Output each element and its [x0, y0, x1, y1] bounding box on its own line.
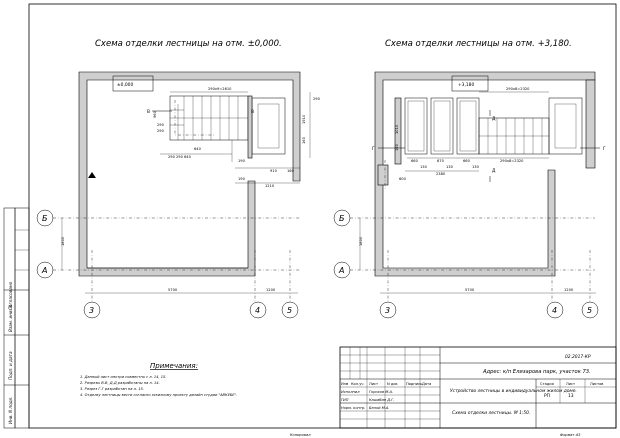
tb-head-ndok: N док — [387, 382, 398, 386]
side-stamp — [4, 208, 29, 428]
tb-name: Горохов М.А. — [369, 390, 394, 394]
note-item: 4. Отделку лестницы вести согласно эскизному проекту дизайн студии "АВКУБЕ". — [80, 393, 238, 397]
left-axis-5: 5 — [287, 306, 293, 315]
tb-stage: РП — [544, 394, 550, 399]
stamp-agreed: Согласовано — [8, 281, 13, 310]
left-dim-190: 190 — [238, 159, 245, 163]
right-dim-660: 660 — [411, 159, 418, 163]
right-dim-flight-top: 290х8=2320 — [506, 87, 530, 91]
right-dim-130: 130 — [420, 165, 427, 169]
right-axis-a: А — [339, 266, 345, 275]
tb-role: ГИП — [341, 398, 349, 402]
left-dim-190b: 190 — [238, 177, 245, 181]
left-dim-1200: 1200 — [266, 288, 276, 292]
right-axis-4: 4 — [552, 306, 558, 315]
left-axis-4: 4 — [255, 306, 261, 315]
stamp-sign-date: Подп. и дата — [8, 351, 13, 380]
right-dim-flight-bottom: 290х8=2320 — [500, 159, 524, 163]
left-dim-1210: 1210 — [265, 184, 275, 188]
tb-head-sign: Подпись — [406, 382, 423, 386]
left-walls — [79, 72, 300, 276]
left-dim-step-h: 290 — [313, 97, 320, 101]
left-dim-5700: 5700 — [168, 288, 178, 292]
right-plan-title: Схема отделки лестницы на отм. +3,180. — [385, 39, 572, 49]
right-level-text: +3,180 — [458, 83, 475, 88]
tb-head-kol: Кол.уч — [351, 382, 364, 386]
right-dim-130b: 130 — [446, 165, 453, 169]
left-dim-290b: 290 — [157, 129, 164, 133]
right-axis-3: 3 — [385, 306, 391, 315]
tb-project: Устройство лестницы в индивидуальном жилом доме. — [450, 389, 577, 394]
left-dim-290a: 290 — [157, 123, 164, 127]
stamp-inv-replace: Взам. инв. N — [8, 304, 13, 332]
tb-sheet-name: Схема отделки лестницы. М 1:50. — [452, 411, 531, 416]
left-dim-910: 910 — [270, 169, 277, 173]
left-dim-steps: 290 290 640 — [168, 155, 191, 159]
tb-sheet: 13 — [568, 394, 574, 399]
tb-code: 02.2017-КР — [565, 355, 591, 360]
right-section-d2: Д — [492, 169, 496, 174]
left-dim-flight: 290х9=2610 — [208, 87, 232, 91]
tb-name: Кашабин Д.Г. — [369, 398, 395, 402]
tb-sheets-label: Листов — [590, 382, 604, 386]
tb-stage-label: Стадия — [540, 382, 554, 386]
note-item: 1. Данный лист смотри совместно с л. 14, 15. — [80, 375, 167, 379]
right-dim-1200: 1200 — [564, 288, 574, 292]
left-dim-160: 160 — [287, 169, 294, 173]
left-section-arrow — [88, 172, 96, 178]
right-axis-b: Б — [339, 214, 345, 223]
left-dim-640: 640 — [194, 147, 201, 151]
notes-heading: Примечания: — [150, 362, 198, 370]
left-dim-1910: 1910 — [302, 114, 306, 124]
left-level-text: ±0,000 — [117, 83, 134, 88]
right-dim-160: 160 — [395, 144, 399, 151]
left-section-v: В — [147, 110, 151, 115]
tb-head-izm: Изм — [341, 382, 349, 386]
right-dim-5700: 5700 — [465, 288, 475, 292]
left-dim-160b: 160 — [302, 137, 306, 144]
note-item: 2. Разрезы В-В, Д-Д разработаны на л. 14. — [80, 381, 160, 385]
right-dim-130c: 130 — [472, 165, 479, 169]
right-axis-5: 5 — [587, 306, 593, 315]
right-dim-2380: 2380 — [436, 172, 446, 176]
right-dim-1010: 1010 — [395, 124, 399, 134]
tb-role: Норм. контр. — [341, 406, 366, 410]
left-section-v2: В — [251, 110, 255, 115]
right-dim-600: 600 — [399, 177, 406, 181]
left-axis-a: А — [42, 266, 48, 275]
tb-role: Исполнил — [341, 390, 360, 394]
left-dim-960: 960 — [153, 111, 157, 118]
footer-copied: Копировал — [290, 433, 311, 437]
sheet-frame — [29, 4, 616, 428]
right-section-g2: Г — [603, 147, 606, 152]
left-plan-title: Схема отделки лестницы на отм. ±0,000. — [95, 39, 282, 49]
right-dim-1800: 1800 — [359, 236, 363, 246]
left-axis-b: Б — [42, 214, 48, 223]
tb-address: Адрес: к/п Елизарова парк, участок 73. — [483, 369, 591, 375]
footer-format: Формат А3 — [560, 433, 581, 437]
notes — [80, 362, 237, 397]
right-section-d: Д — [492, 117, 496, 122]
left-dim-1800: 1800 — [61, 236, 65, 246]
tb-name: Белой М.А. — [369, 406, 390, 410]
tb-head-list: Лист — [369, 382, 379, 386]
right-section-g: Г — [372, 147, 375, 152]
note-item: 3. Разрез Г-Г разработан на л. 15. — [80, 387, 144, 391]
left-axis-3: 3 — [89, 306, 95, 315]
left-stair — [170, 96, 285, 162]
right-dim-670: 670 — [437, 159, 444, 163]
tb-head-date: Дата — [422, 382, 432, 386]
tb-sheet-label: Лист — [566, 382, 576, 386]
right-dim-660b: 660 — [463, 159, 470, 163]
stamp-inv-orig: Инв. N подл. — [8, 396, 13, 424]
